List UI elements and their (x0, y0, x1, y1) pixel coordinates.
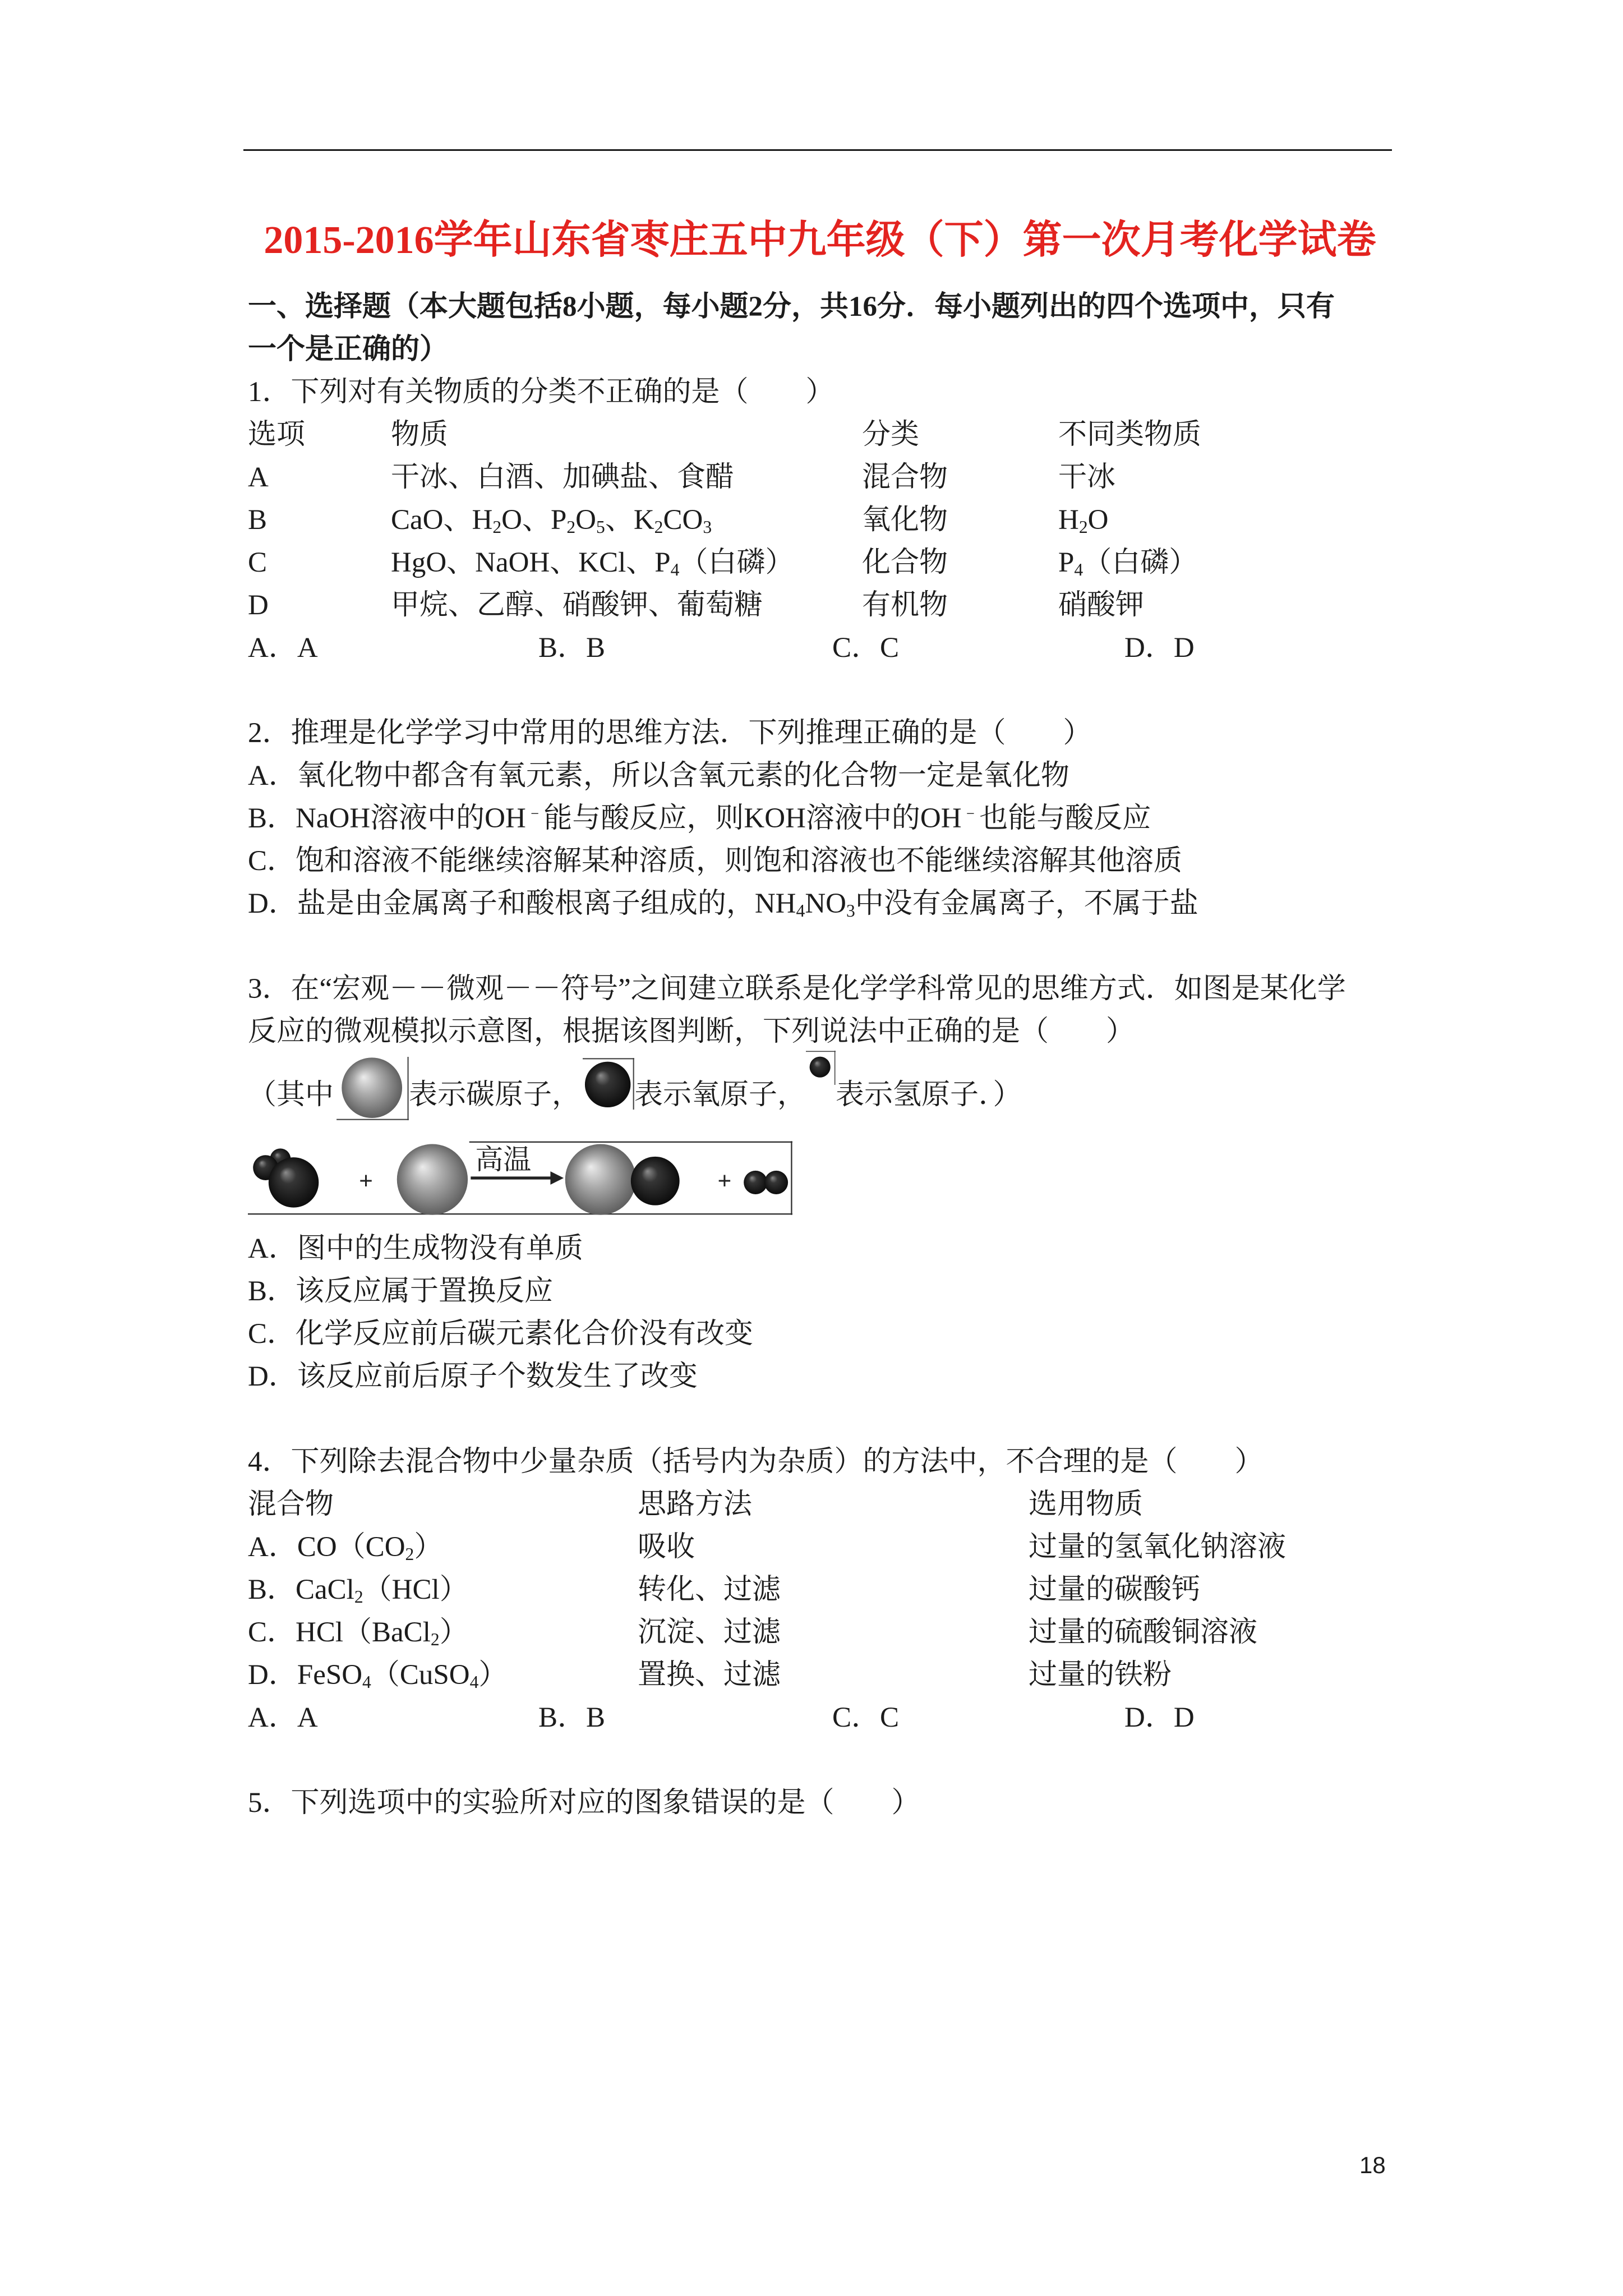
question-stem: 2．推理是化学学习中常用的思维方法．下列推理正确的是（ ） (248, 717, 1092, 749)
carbon-atom-sphere (342, 1057, 402, 1118)
row-substances: CaO、$H_2O$、$P_2O_5$、$K_2CO_3$ (391, 504, 712, 537)
question-3 (248, 968, 1403, 1398)
superscript: ﹣ (525, 802, 544, 822)
subscript: 4 (1074, 559, 1083, 579)
reaction-condition: 高温 (475, 1144, 532, 1176)
subscript: 2 (430, 1629, 440, 1649)
page-number: 18 (1359, 2152, 1386, 2178)
header-rule (243, 149, 1392, 151)
row-category: 混合物 (862, 462, 948, 493)
oxygen-atom-icon (583, 1058, 634, 1110)
subscript: 2 (492, 517, 502, 537)
oxygen-atom (631, 1157, 680, 1205)
row-category: 有机物 (862, 590, 948, 621)
question-stem: 5．下列选项中的实验所对应的图象错误的是（ ） (248, 1787, 920, 1819)
oxygen-atom (269, 1157, 319, 1207)
superscript: ﹣ (961, 802, 980, 822)
row-method: 置换、过滤 (638, 1659, 781, 1691)
legend-carbon-label: 表示碳原子， (409, 1079, 581, 1111)
answer-option-b: B．该反应属于置换反应 (248, 1276, 554, 1307)
q4-table-header (248, 1483, 1403, 1526)
row-option: D (248, 590, 269, 621)
subscript: 2 (1078, 517, 1088, 537)
water-molecule (253, 1148, 319, 1207)
carbon-atom (565, 1144, 636, 1214)
table-row (248, 584, 1403, 627)
row-odd-one: 干冰 (1058, 462, 1116, 493)
row-mixture: D．FeSO$_4$（CuSO$_4$） (248, 1659, 508, 1692)
question-4 (248, 1441, 1403, 1739)
row-substances: 干冰、白酒、加碘盐、食醋 (391, 462, 735, 493)
row-option: C (248, 547, 268, 578)
row-category: 氧化物 (862, 504, 948, 536)
subscript: 4 (796, 900, 805, 921)
document-title: 2015-2016学年山东省枣庄五中九年级（下）第一次月考化学试卷 (264, 219, 1376, 262)
hydrogen-molecule (744, 1171, 788, 1194)
answer-choice-c: C．C (832, 632, 900, 664)
answer-choice-a: A．A (248, 1702, 318, 1733)
row-substances: 甲烷、乙醇、硝酸钾、葡萄糖 (391, 590, 763, 621)
question-stem-line: 反应的微观模拟示意图，根据该图判断，下列说法中正确的是（ ） (248, 1016, 1135, 1047)
arrow-head (550, 1171, 564, 1185)
answer-choice-a: A．A (248, 632, 318, 664)
atom-legend (248, 1053, 1403, 1116)
row-reagent: 过量的铁粉 (1029, 1659, 1172, 1691)
oxygen-atom-sphere (585, 1062, 630, 1107)
legend-hydrogen-label: 表示氢原子．） (836, 1079, 1022, 1111)
row-category: 化合物 (862, 547, 948, 578)
row-option: B (248, 504, 268, 536)
table-header-cell: 分类 (862, 419, 920, 450)
row-reagent: 过量的硫酸铜溶液 (1029, 1617, 1258, 1648)
answer-option-c: C．饱和溶液不能继续溶解某种溶质，则饱和溶液也不能继续溶解其他溶质 (248, 845, 1183, 877)
plus-sign: + (359, 1167, 373, 1194)
carbon-atom-icon (336, 1057, 409, 1120)
section-heading-line: 一、选择题（本大题包括8小题，每小题2分，共16分．每小题列出的四个选项中，只有 (248, 291, 1335, 323)
table-row (248, 1526, 1403, 1568)
answer-option-a: A．氧化物中都含有氧元素，所以含氧元素的化合物一定是氧化物 (248, 760, 1069, 792)
row-mixture: A．$CO(CO_2)$ (248, 1531, 443, 1564)
row-method: 沉淀、过滤 (638, 1617, 781, 1648)
row-odd-one: $H_2O$ (1058, 504, 1109, 537)
table-header-cell: 混合物 (248, 1489, 334, 1520)
question-2 (248, 712, 1403, 925)
carbon-monoxide-molecule (565, 1144, 680, 1214)
row-method: 吸收 (638, 1531, 695, 1563)
table-row (248, 456, 1403, 499)
subscript: 3 (846, 900, 855, 921)
table-header-cell: 不同类物质 (1058, 419, 1202, 450)
row-substances: HgO、NaOH、KCl、$P_4$（白磷） (391, 547, 794, 579)
reaction-diagram (248, 1141, 792, 1215)
table-row (248, 541, 1403, 584)
question-stem: 4．下列除去混合物中少量杂质（括号内为杂质）的方法中，不合理的是（ ） (248, 1446, 1264, 1478)
answer-choice-d: D．D (1124, 1702, 1195, 1733)
answer-option-b: B．NaOH溶液中的OH﹣能与酸反应，则KOH溶液中的OH﹣也能与酸反应 (248, 802, 1151, 834)
plus-sign: + (717, 1167, 732, 1194)
question-stem: 1．下列对有关物质的分类不正确的是（ ） (248, 376, 834, 408)
answer-option-d: D．盐是由金属离子和酸根离子组成的，$NH_4NO_3$中没有金属离子，不属于盐 (248, 888, 1198, 921)
row-odd-one: 硝酸钾 (1058, 590, 1145, 621)
subscript: 4 (469, 1672, 479, 1692)
hydrogen-atom-icon (806, 1051, 836, 1085)
answer-choice-b: B．B (538, 1702, 606, 1733)
table-row (248, 1611, 1403, 1654)
answer-choices (248, 627, 1403, 669)
row-option: A (248, 462, 269, 493)
subscript: 2 (654, 517, 663, 537)
subscript: 3 (703, 517, 712, 537)
table-row (248, 1568, 1403, 1611)
answer-choice-d: D．D (1124, 632, 1195, 664)
row-reagent: 过量的碳酸钙 (1029, 1574, 1201, 1605)
hydrogen-atom (764, 1171, 788, 1194)
table-row (248, 1654, 1403, 1696)
row-odd-one: $P_4$（白磷） (1058, 547, 1198, 579)
table-header-cell: 选用物质 (1029, 1489, 1144, 1520)
hydrogen-atom-sphere (810, 1057, 831, 1078)
row-mixture: B．CaCl$_2$（HCl） (248, 1574, 468, 1607)
row-reagent: 过量的氢氧化钠溶液 (1029, 1531, 1287, 1563)
section-heading-line: 一个是正确的） (248, 334, 449, 365)
answer-option-c: C．化学反应前后碳元素化合价没有改变 (248, 1318, 754, 1350)
subscript: 2 (354, 1586, 363, 1607)
table-header-cell: 选项 (248, 419, 306, 450)
question-5 (248, 1782, 1403, 1824)
answer-option-d: D．该反应前后原子个数发生了改变 (248, 1361, 698, 1392)
subscript: 5 (596, 517, 605, 537)
answer-option-a: A．图中的生成物没有单质 (248, 1233, 583, 1264)
answer-choice-b: B．B (538, 632, 606, 664)
table-header-cell: 物质 (391, 419, 449, 450)
carbon-atom (397, 1144, 468, 1214)
table-header-cell: 思路方法 (638, 1489, 753, 1520)
row-method: 转化、过滤 (638, 1574, 781, 1605)
subscript: 2 (566, 517, 576, 537)
legend-prefix: （其中 (248, 1079, 334, 1111)
subscript: 4 (362, 1672, 371, 1692)
q1-table-header (248, 413, 1403, 456)
row-mixture: C．HCl（BaCl$_2$） (248, 1617, 468, 1649)
subscript: 4 (670, 559, 680, 579)
answer-choice-c: C．C (832, 1702, 900, 1733)
question-stem-line: 3．在“宏观－－微观－－符号”之间建立联系是化学学科常见的思维方式．如图是某化学 (248, 973, 1346, 1005)
question-1 (248, 371, 1403, 669)
subscript: 2 (405, 1544, 414, 1564)
exam-content (248, 286, 1403, 1824)
answer-choices (248, 1696, 1403, 1739)
legend-oxygen-label: 表示氧原子， (634, 1079, 806, 1111)
table-row (248, 499, 1403, 541)
hydrogen-atom (744, 1171, 767, 1194)
